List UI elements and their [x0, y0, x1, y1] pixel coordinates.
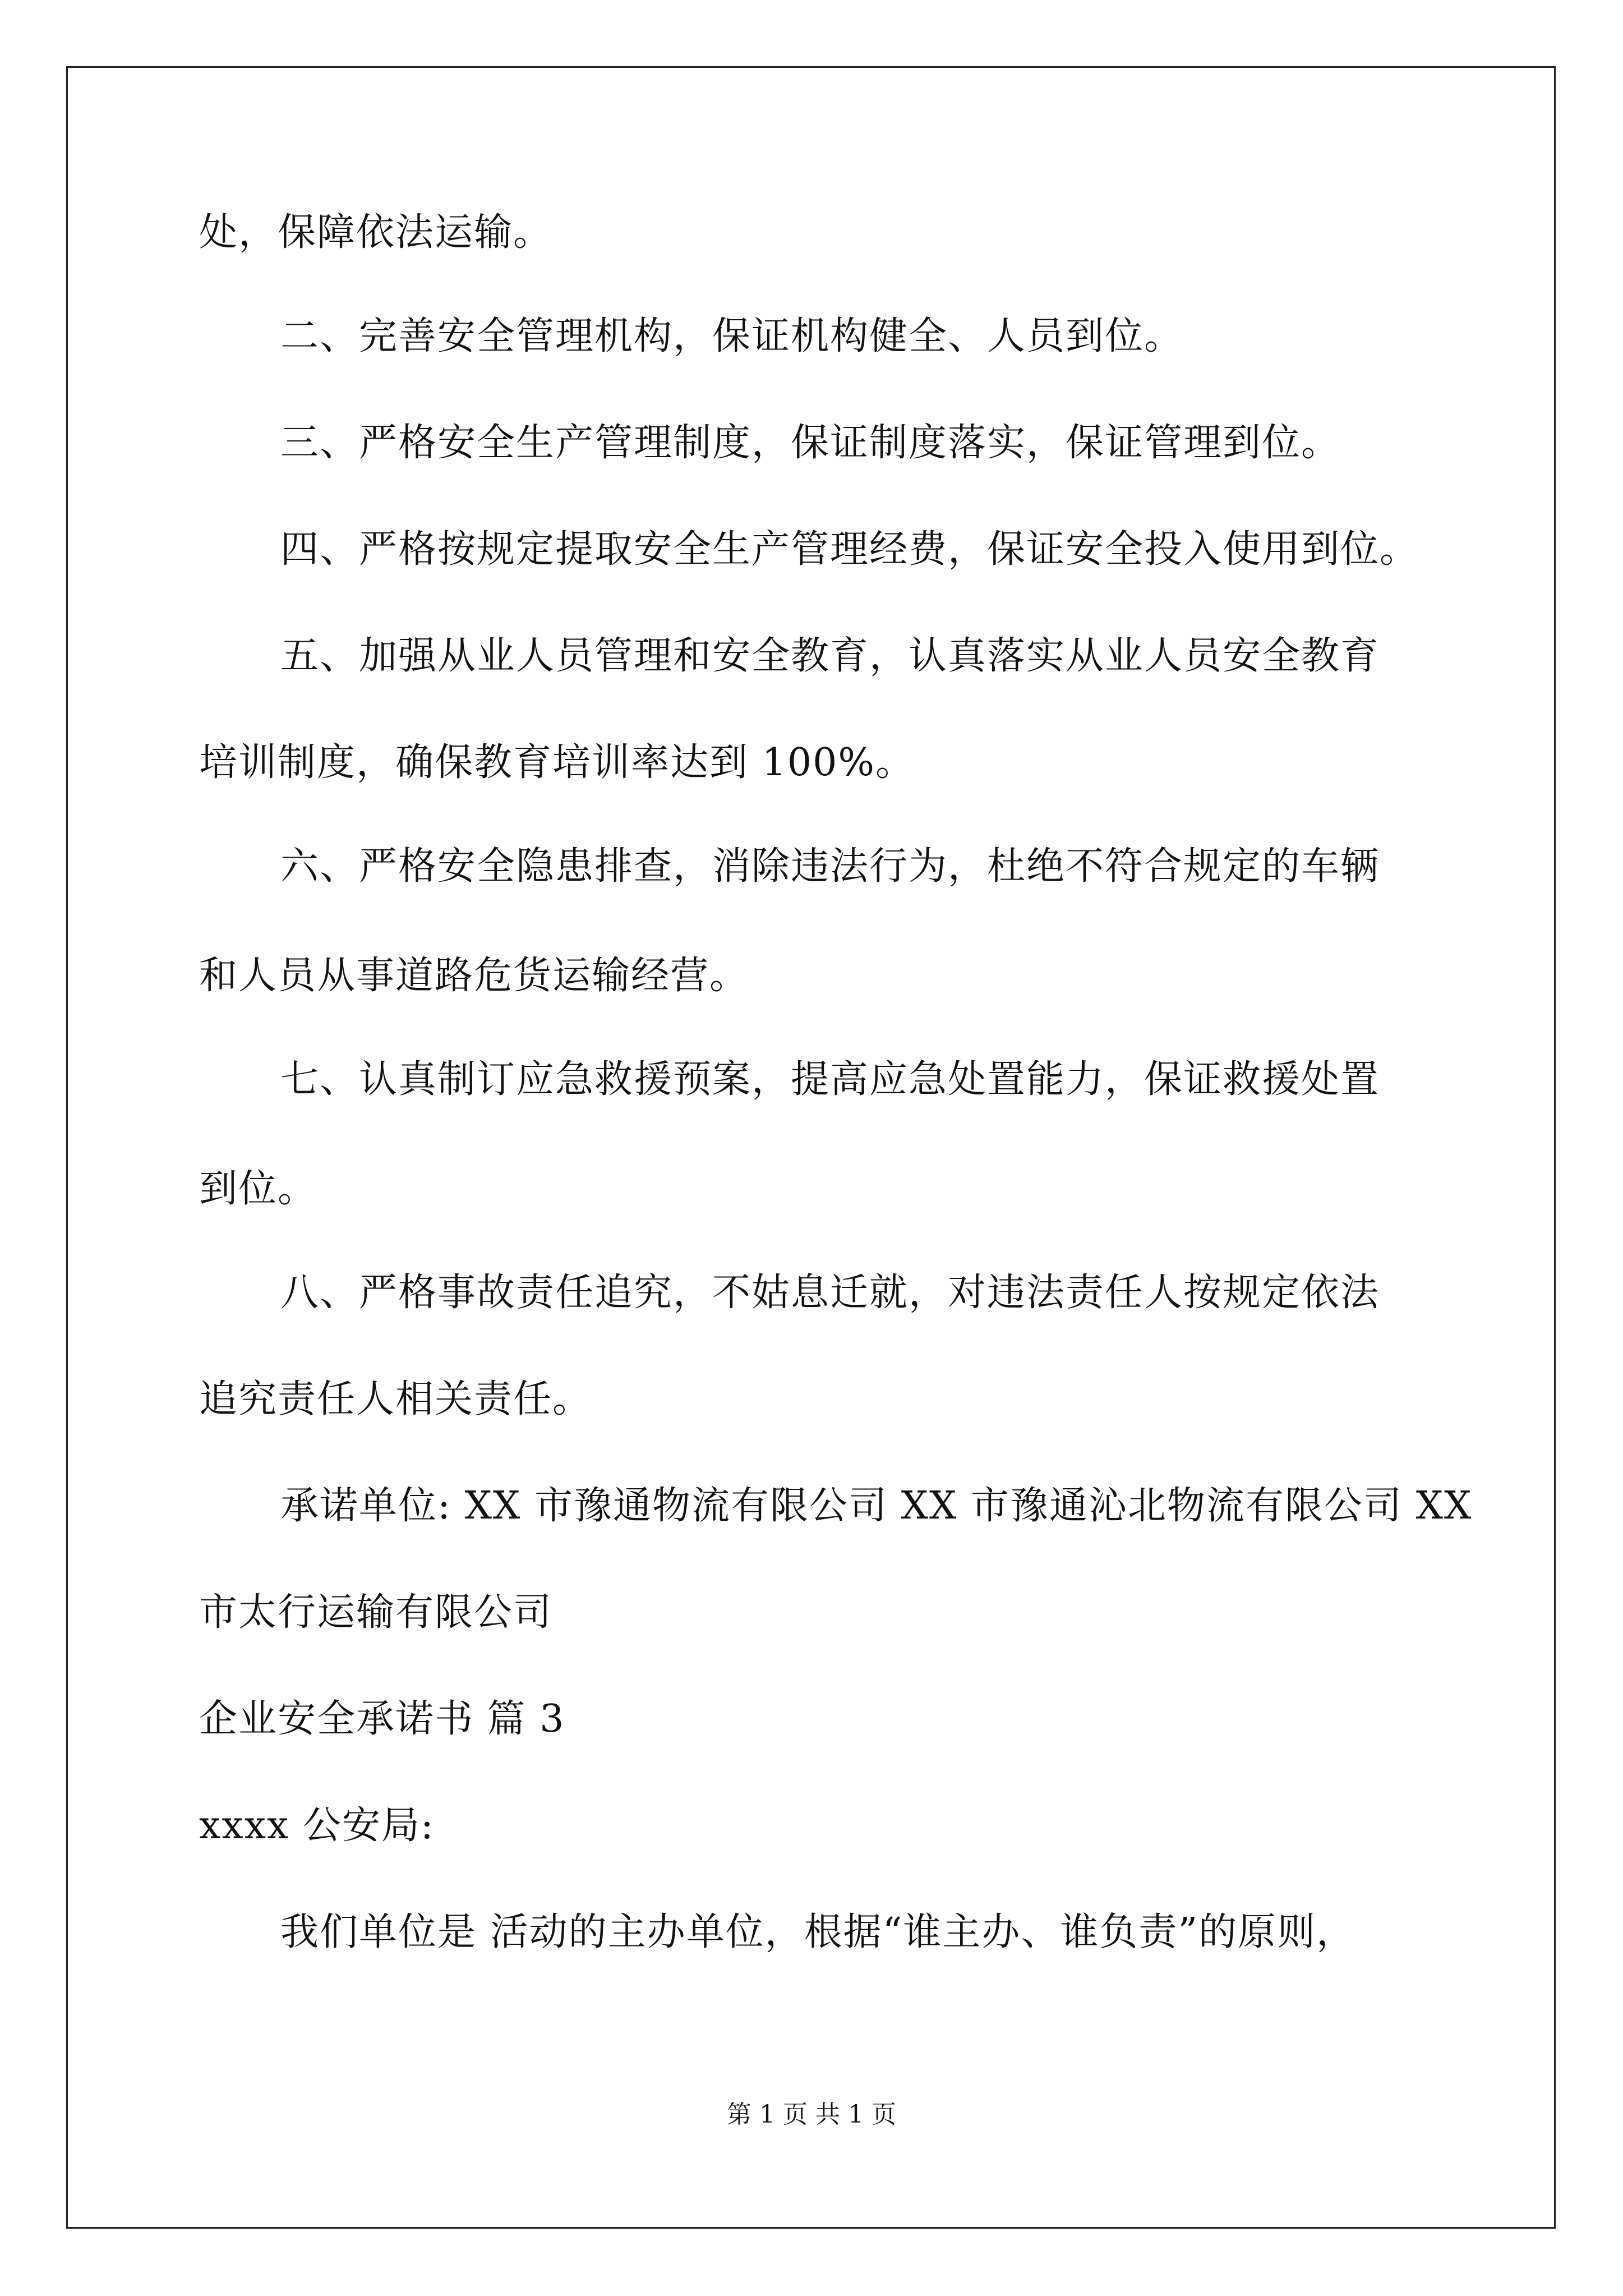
paragraph-line: 处，保障依法运输。	[199, 210, 553, 255]
addressee-line: xxxx 公安局:	[199, 1803, 435, 1848]
page-border	[66, 66, 1556, 2229]
paragraph-line: 追究责任人相关责任。	[199, 1377, 592, 1421]
paragraph-line: 三、严格安全生产管理制度，保证制度落实，保证管理到位。	[280, 421, 1341, 465]
paragraph-line: 四、严格按规定提取安全生产管理经费，保证安全投入使用到位。	[280, 527, 1419, 572]
paragraph-line: 到位。	[199, 1167, 317, 1211]
paragraph-line: 八、严格事故责任追究，不姑息迁就，对违法责任人按规定依法	[280, 1271, 1380, 1315]
paragraph-line: 承诺单位: XX 市豫通物流有限公司 XX 市豫通沁北物流有限公司 XX	[280, 1484, 1473, 1528]
paragraph-line: 六、严格安全隐患排查，消除违法行为，杜绝不符合规定的车辆	[280, 844, 1380, 889]
paragraph-line: 和人员从事道路危货运输经营。	[199, 954, 749, 998]
section-heading: 企业安全承诺书 篇 3	[199, 1697, 565, 1741]
paragraph-line: 市太行运输有限公司	[199, 1590, 553, 1635]
page-footer: 第 1 页 共 1 页	[727, 2100, 896, 2129]
paragraph-line: 七、认真制订应急救援预案，提高应急处置能力，保证救援处置	[280, 1057, 1380, 1102]
paragraph-line: 二、完善安全管理机构，保证机构健全、人员到位。	[280, 314, 1184, 358]
paragraph-line: 五、加强从业人员管理和安全教育，认真落实从业人员安全教育	[280, 634, 1380, 678]
paragraph-line: 培训制度，确保教育培训率达到 100%。	[199, 740, 915, 785]
paragraph-line: 我们单位是 活动的主办单位，根据“谁主办、谁负责”的原则，	[280, 1910, 1356, 1954]
